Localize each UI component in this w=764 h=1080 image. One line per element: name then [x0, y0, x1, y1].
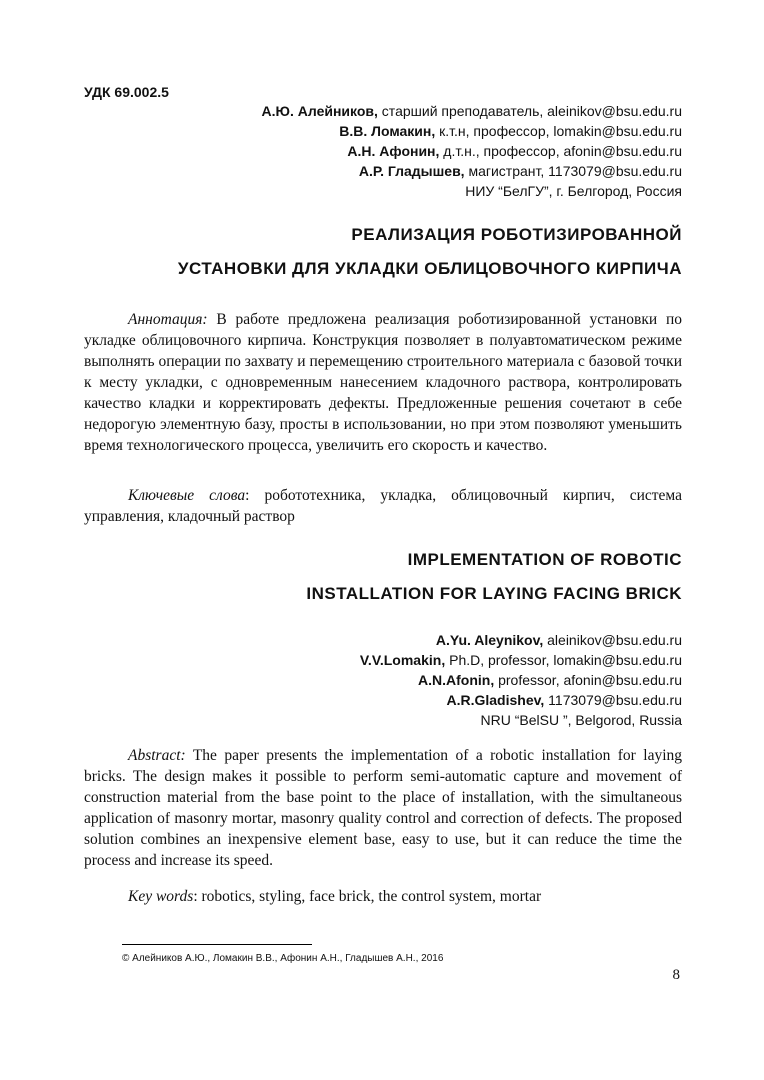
ru-abstract-label: Аннотация: [128, 311, 208, 328]
en-keywords-text: : robotics, styling, face brick, the control system, mortar [193, 888, 542, 905]
ru-keywords-text: : робототехника, укладка, облицовочный кирпич, система управления, кладочный раствор [84, 487, 682, 525]
ru-keywords-label: Ключевые слова [128, 487, 246, 504]
en-abstract-text: The paper presents the implementation of a robotic installation for laying bricks. The design makes it possible to perform semi-automatic capture and movement of construction material from the base point to the place of installation, with the simultaneous application of masonry mortar, masonry quality control and correction of defects. The proposed solution combines an inexpensive element base, easy to use, but it can reduce the time the process and increase its speed. [84, 747, 682, 869]
en-author-1: A.Yu. Aleynikov, aleinikov@bsu.edu.ru [435, 632, 682, 648]
en-keywords-label: Key words [128, 888, 194, 905]
footnote-divider [122, 944, 312, 945]
ru-title-line-2: УСТАНОВКИ ДЛЯ УКЛАДКИ ОБЛИЦОВОЧНОГО КИРПИЧА [177, 259, 682, 278]
ru-author-2: В.В. Ломакин, к.т.н, профессор, lomakin@bsu.edu.ru [339, 123, 682, 139]
en-abstract [84, 745, 682, 871]
ru-keywords [84, 485, 682, 527]
en-author-block [360, 630, 682, 730]
en-title [306, 543, 682, 611]
udc-code: УДК 69.002.5 [84, 84, 169, 100]
en-keywords [84, 886, 682, 907]
ru-abstract-text: В работе предложена реализация роботизированной установки по укладке облицовочного кирпича. Конструкция позволяет в полуавтоматическом режиме выполнять операции по захвату и перемещению строительного материала с базовой точки к месту укладки, с одновременным нанесением кладочного раствора, контролировать качество кладки и корректировать дефекты. Предложенные решения сочетают в себе недорогую элементную базу, просты в использовании, но при этом позволяют уменьшить время технологического процесса, увеличить его скорость и качество. [84, 311, 682, 454]
en-affiliation: NRU “BelSU ”, Belgorod, Russia [480, 712, 682, 728]
en-abstract-label: Abstract: [128, 747, 186, 764]
ru-author-4: А.Р. Гладышев, магистрант, 1173079@bsu.edu.ru [358, 163, 682, 179]
copyright-footnote: © Алейников А.Ю., Ломакин В.В., Афонин А.Н., Гладышев А.Н., 2016 [122, 953, 444, 964]
ru-author-3: А.Н. Афонин, д.т.н., профессор, afonin@bsu.edu.ru [347, 143, 682, 159]
en-author-4: A.R.Gladishev, 1173079@bsu.edu.ru [446, 692, 682, 708]
ru-abstract [84, 309, 682, 456]
ru-author-1: А.Ю. Алейников, старший преподаватель, aleinikov@bsu.edu.ru [261, 103, 682, 119]
ru-affiliation: НИУ “БелГУ”, г. Белгород, Россия [465, 183, 682, 199]
en-author-3: A.N.Afonin, professor, afonin@bsu.edu.ru [418, 672, 682, 688]
en-author-2: V.V.Lomakin, Ph.D, professor, lomakin@bsu.edu.ru [359, 652, 682, 668]
en-title-line-1: IMPLEMENTATION OF ROBOTIC [407, 550, 682, 569]
ru-title-line-1: РЕАЛИЗАЦИЯ РОБОТИЗИРОВАННОЙ [351, 225, 682, 244]
ru-title [178, 218, 682, 286]
page-number: 8 [672, 967, 680, 983]
ru-author-block [262, 101, 682, 201]
en-title-line-2: INSTALLATION FOR LAYING FACING BRICK [306, 584, 682, 603]
